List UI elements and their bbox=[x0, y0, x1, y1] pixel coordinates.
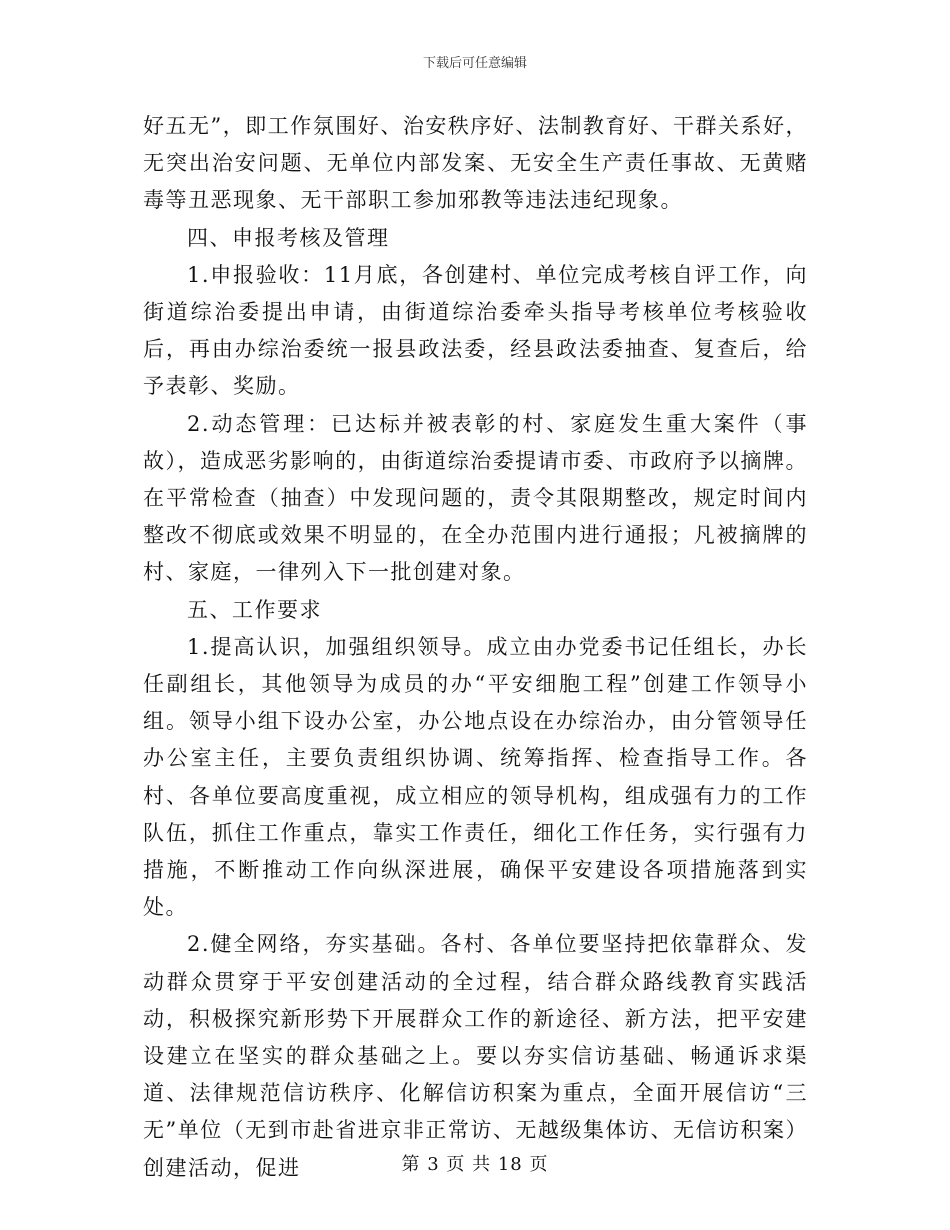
paragraph-network-foundation: 2.健全网络，夯实基础。各村、各单位要坚持把依靠群众、发动群众贯穿于平安创建活动的全过程，结合群众路线教育实践活动，积极探究新形势下开展群众工作的新途径、新方法，把平安建设建立在坚实的群众基础之上。要以夯实信访基础、畅通诉求渠道、法律规范信访秩序、化解信访积案为重点，全面开展信访“三无”单位（无到市赴省进京非正常访、无越级集体访、无信访积案）创建活动，促进 bbox=[143, 932, 808, 1180]
document-body bbox=[143, 108, 808, 1187]
section-heading-5: 五、工作要求 bbox=[187, 597, 322, 622]
paragraph-dynamic-management: 2.动态管理：已达标并被表彰的村、家庭发生重大案件（事故），造成恶劣影响的，由街道综治委提请市委、市政府予以摘牌。在平常检查（抽查）中发现问题的，责令其限期整改，规定时间内整改不彻底或效果不明显的，在全办范围内进行通报；凡被摘牌的村、家庭，一律列入下一批创建对象。 bbox=[143, 411, 808, 585]
paragraph-continuation: 好五无”，即工作氛围好、治安秩序好、法制教育好、干群关系好，无突出治安问题、无单位内部发案、无安全生产责任事故、无黄赌毒等丑恶现象、无干部职工参加邪教等违法违纪现象。 bbox=[143, 114, 808, 213]
section-heading-4: 四、申报考核及管理 bbox=[187, 225, 390, 250]
page-header-note: 下载后可任意编辑 bbox=[422, 56, 527, 71]
paragraph-organization-leadership: 1.提高认识，加强组织领导。成立由办党委书记任组长，办长任副组长，其他领导为成员的办“平安细胞工程”创建工作领导小组。领导小组下设办公室，办公地点设在办综治办，由分管领导任办公室主任，主要负责组织协调、统筹指挥、检查指导工作。各村、各单位要高度重视，成立相应的领导机构，组成强有力的工作队伍，抓住工作重点，靠实工作责任，细化工作任务，实行强有力措施，不断推动工作向纵深进展，确保平安建设各项措施落到实处。 bbox=[143, 634, 808, 920]
paragraph-application-acceptance: 1.申报验收：11月底，各创建村、单位完成考核自评工作，向街道综治委提出申请，由街道综治委牵头指导考核单位考核验收后，再由办综治委统一报县政法委，经县政法委抽查、复查后，给予表彰、奖励。 bbox=[143, 262, 808, 399]
page-number: 第 3 页 共 18 页 bbox=[401, 1154, 549, 1175]
